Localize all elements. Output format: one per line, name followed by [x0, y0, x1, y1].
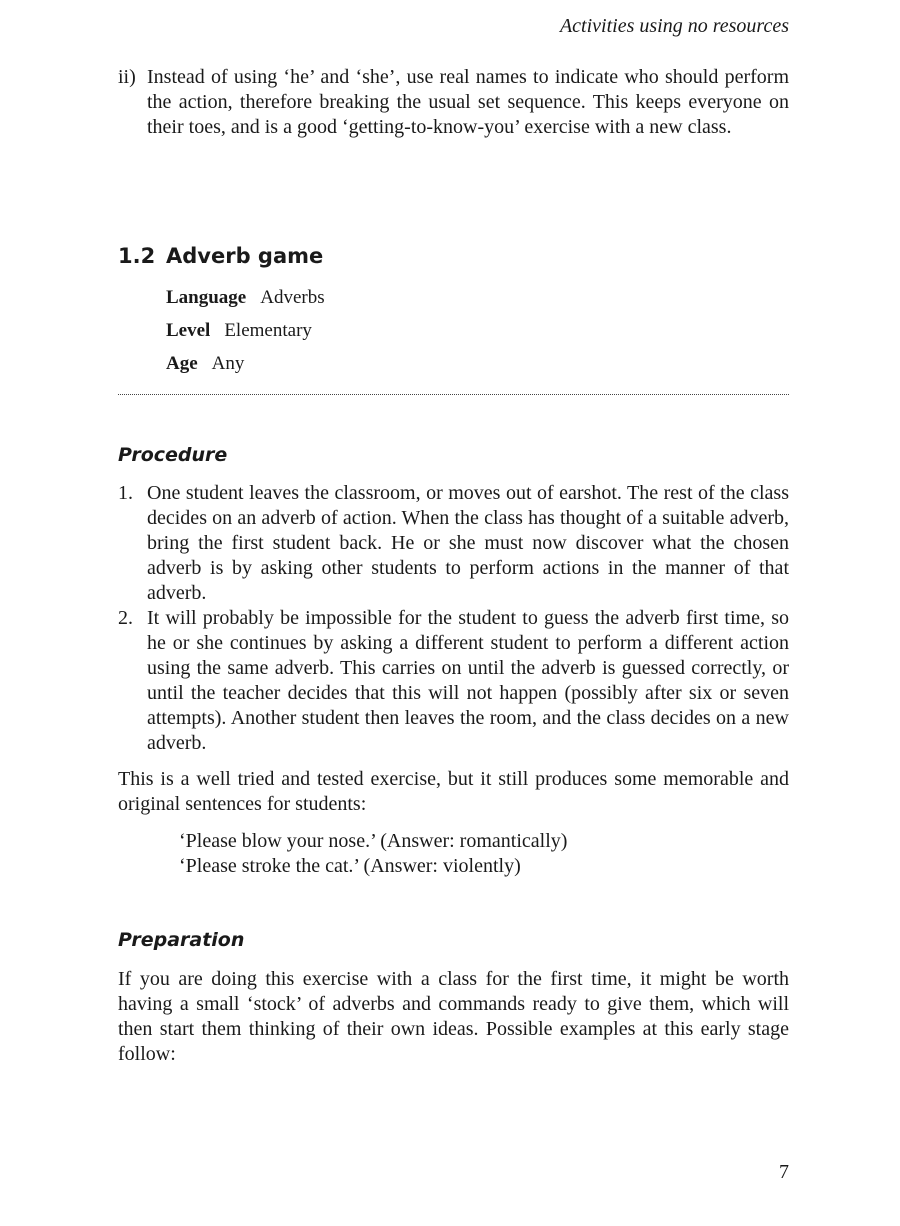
meta-age: [166, 351, 244, 376]
procedure-heading: Procedure: [118, 444, 228, 466]
dotted-divider: [118, 394, 789, 395]
list-marker: ii): [118, 66, 136, 88]
step-text: It will probably be impossible for the student to guess the adverb first time, so he or she continues by asking a different student to perform a different action using the same adverb. This carries on until the adverb is guessed correctly, or until the teacher decides that this will not happen (possibly after six or seven attempts). Another student then leaves the room, and the class decides on a new adverb.: [147, 607, 789, 754]
list-marker: 1.: [118, 482, 133, 504]
meta-value: Adverbs: [260, 287, 325, 308]
example-sentence: ‘Please stroke the cat.’ (Answer: violently): [179, 855, 521, 877]
meta-label: Level: [166, 320, 211, 341]
meta-value: Any: [211, 353, 245, 374]
list-item-text: Instead of using ‘he’ and ‘she’, use real names to indicate who should perform the action, therefore breaking the usual set sequence. This keeps everyone on their toes, and is a good ‘getting-to-know-you’ exercise with a new class.: [147, 66, 789, 138]
meta-label: Language: [166, 287, 247, 308]
running-head: Activities using no resources: [559, 15, 789, 37]
procedure-note: This is a well tried and tested exercise, but it still produces some memorable and original sentences for students:: [118, 768, 789, 815]
procedure-step: [118, 481, 789, 606]
meta-level: [166, 318, 312, 343]
procedure-steps: [118, 481, 789, 756]
meta-value: Elementary: [224, 320, 312, 341]
section-number: 1.2: [118, 244, 156, 268]
meta-language: [166, 285, 325, 310]
section-title: Adverb game: [166, 244, 324, 268]
procedure-step: [118, 606, 789, 756]
meta-label: Age: [166, 353, 198, 374]
page-number: 7: [779, 1161, 789, 1183]
preparation-text: If you are doing this exercise with a class for the first time, it might be worth having a small ‘stock’ of adverbs and commands ready to give them, which will then start them thinking of their own ideas. Possible examples at this early stage follow:: [118, 968, 789, 1065]
step-text: One student leaves the classroom, or moves out of earshot. The rest of the class decides on an adverb of action. When the class has thought of a suitable adverb, bring the first student back. He or she must now discover what the chosen adverb is by asking other students to perform actions in the manner of that adverb.: [147, 482, 789, 604]
preparation-heading: Preparation: [118, 929, 245, 951]
section-heading: [118, 244, 323, 269]
list-marker: 2.: [118, 607, 133, 629]
example-sentence: ‘Please blow your nose.’ (Answer: romantically): [179, 830, 568, 852]
intro-list-item: [118, 65, 789, 140]
